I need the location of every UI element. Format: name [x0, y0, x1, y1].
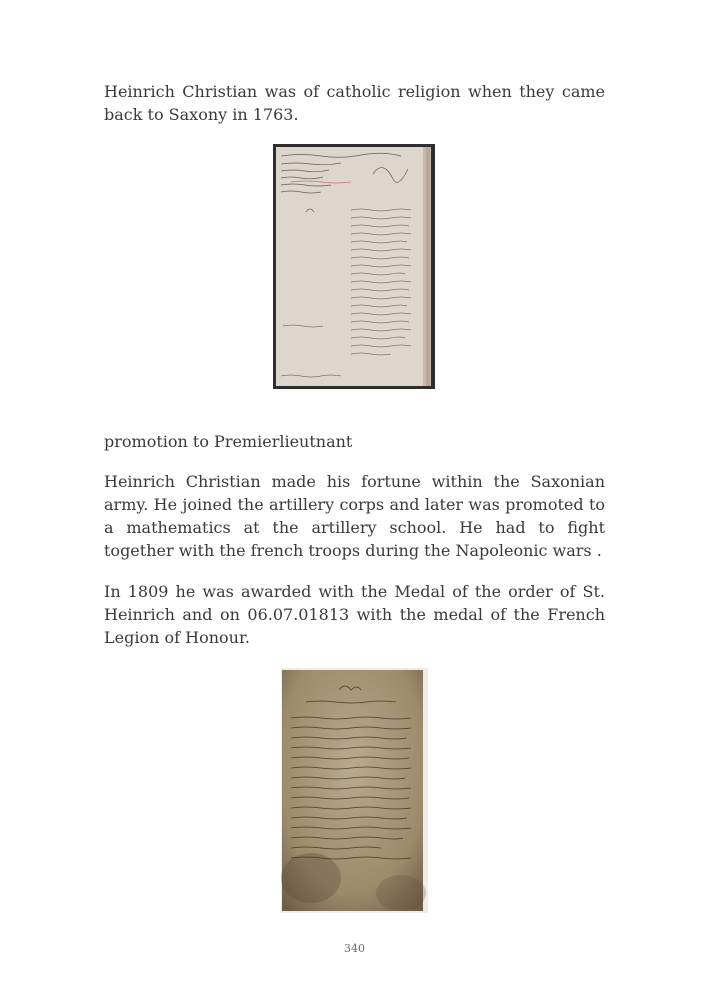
- manuscript-image-1: [273, 144, 435, 389]
- paragraph-medals: In 1809 he was awarded with the Medal of the order of St. Heinrich and on 06.07.01813 with the medal of the French Legion of Honour.: [104, 582, 605, 647]
- page-number: 340: [344, 942, 365, 955]
- paragraph-promotion-caption: promotion to Premierlieutnant: [104, 432, 353, 451]
- paragraph-catholic-religion: Heinrich Christian was of catholic religion when they came back to Saxony in 1763.: [104, 82, 605, 124]
- paragraph-saxonian-army: Heinrich Christian made his fortune within the Saxonian army. He joined the artillery corps and later was promoted to a mathematics at the artillery school. He had to fight together with the french troops during the Napoleonic wars .: [104, 472, 605, 560]
- manuscript-image-2: [281, 668, 428, 913]
